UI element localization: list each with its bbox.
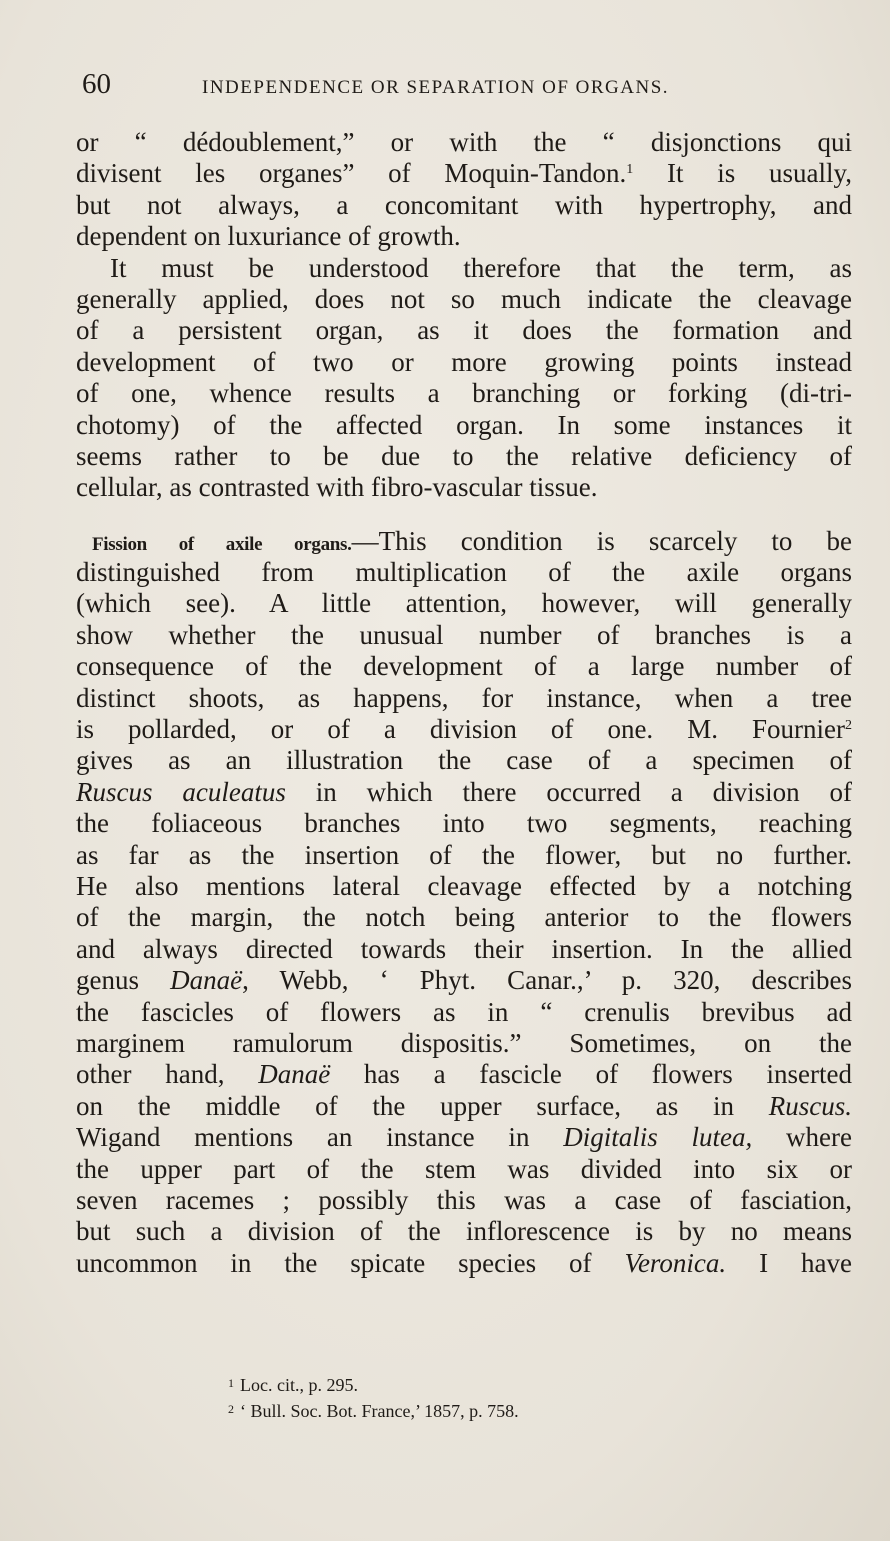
genus-name: Veronica. bbox=[624, 1247, 727, 1278]
paragraph-2 bbox=[76, 253, 852, 504]
text-line: distinct shoots, as happens, for instance, when a tree bbox=[76, 682, 852, 713]
text-run: It is usually, bbox=[633, 158, 852, 189]
species-name: Digitalis lutea, bbox=[563, 1122, 753, 1153]
text-line: but not always, a concomitant with hypertrophy, and bbox=[76, 189, 852, 220]
footnote-1 bbox=[228, 1372, 728, 1398]
text-line: the fascicles of flowers as in “ crenulis brevibus ad bbox=[76, 996, 852, 1027]
text-run: —This condition is scarcely to be bbox=[351, 525, 853, 556]
text-line: show whether the unusual number of branches is a bbox=[76, 619, 852, 650]
text-line: development of two or more growing points instead bbox=[76, 346, 852, 377]
text-run: genus bbox=[76, 965, 171, 996]
text-line: It must be understood therefore that the term, as bbox=[110, 252, 852, 283]
text-run: , Webb, ‘ Phyt. Canar.,’ p. 320, describes bbox=[242, 965, 852, 996]
genus-name: Danaë bbox=[258, 1059, 331, 1090]
text-line: marginem ramulorum dispositis.” Sometimes, on the bbox=[76, 1027, 852, 1058]
text-line: the upper part of the stem was divided into six or bbox=[76, 1153, 852, 1184]
text-run: divisent les organes” of Moquin-Tandon. bbox=[76, 158, 627, 189]
text-run: where bbox=[752, 1122, 852, 1153]
text-line bbox=[76, 526, 852, 557]
text-line: distinguished from multiplication of the axile organs bbox=[76, 557, 852, 588]
text-line: and always directed towards their insertion. In the allied bbox=[76, 933, 852, 964]
text-line: of one, whence results a branching or forking (di-tri- bbox=[76, 378, 852, 409]
text-line: generally applied, does not so much indicate the cleavage bbox=[76, 283, 852, 314]
text-line bbox=[76, 1122, 852, 1153]
text-line: dependent on luxuriance of growth. bbox=[76, 221, 461, 252]
text-line: seven racemes ; possibly this was a case of fasciation, bbox=[76, 1184, 852, 1215]
text-run: is pollarded, or of a division of one. M. Fournier bbox=[76, 714, 845, 745]
text-line: chotomy) of the affected organ. In some instances it bbox=[76, 409, 852, 440]
text-line bbox=[76, 1091, 852, 1122]
text-line bbox=[76, 714, 852, 745]
body-text bbox=[76, 127, 852, 1279]
text-run: on the middle of the upper surface, as in bbox=[76, 1090, 769, 1121]
text-run: in which there occurred a division of bbox=[285, 776, 852, 807]
text-line: cellular, as contrasted with fibro-vascular tissue. bbox=[76, 472, 598, 503]
running-head bbox=[82, 66, 852, 106]
page-number: 60 bbox=[82, 68, 111, 100]
text-line bbox=[76, 965, 852, 996]
footnote-2 bbox=[228, 1398, 728, 1424]
text-line bbox=[76, 158, 852, 189]
text-line bbox=[76, 1248, 852, 1279]
paragraph-3 bbox=[76, 526, 852, 1279]
text-run: has a fascicle of flowers inserted bbox=[330, 1059, 852, 1090]
text-run: I have bbox=[726, 1247, 852, 1278]
text-line: the foliaceous branches into two segments, reaching bbox=[76, 808, 852, 839]
species-name: Ruscus aculeatus bbox=[76, 776, 286, 807]
text-run: other hand, bbox=[76, 1059, 259, 1090]
footnote-text: Loc. cit., p. 295. bbox=[240, 1375, 358, 1395]
side-heading: Fission of axile organs. bbox=[92, 533, 352, 555]
genus-name: Danaë bbox=[170, 965, 243, 996]
footnote-mark: 2 bbox=[228, 1402, 234, 1416]
text-line: as far as the insertion of the flower, but no further. bbox=[76, 839, 852, 870]
footnote-ref-1: 1 bbox=[626, 162, 634, 178]
paragraph-1 bbox=[76, 127, 852, 253]
text-line bbox=[76, 777, 852, 808]
text-run: Wigand mentions an instance in bbox=[76, 1122, 564, 1153]
text-line: of a persistent organ, as it does the formation and bbox=[76, 315, 852, 346]
running-title: INDEPENDENCE OR SEPARATION OF ORGANS. bbox=[202, 77, 670, 98]
text-line: but such a division of the inflorescence is by no means bbox=[76, 1216, 852, 1247]
footnote-text: ‘ Bull. Soc. Bot. France,’ 1857, p. 758. bbox=[240, 1401, 519, 1421]
genus-name: Ruscus. bbox=[768, 1090, 852, 1121]
footnotes bbox=[228, 1372, 728, 1424]
text-run: uncommon in the spicate species of bbox=[76, 1247, 625, 1278]
text-line: He also mentions lateral cleavage effected by a notching bbox=[76, 870, 852, 901]
text-line: seems rather to be due to the relative deficiency of bbox=[76, 440, 852, 471]
text-line: gives as an illustration the case of a specimen of bbox=[76, 745, 852, 776]
footnote-mark: 1 bbox=[228, 1376, 234, 1390]
footnote-ref-2: 2 bbox=[845, 718, 852, 734]
text-line: consequence of the development of a large number of bbox=[76, 651, 852, 682]
paragraph-gap bbox=[76, 504, 852, 526]
text-line: or “ dédoublement,” or with the “ disjonctions qui bbox=[76, 127, 852, 157]
text-line: (which see). A little attention, however, will generally bbox=[76, 588, 852, 619]
text-line bbox=[76, 1059, 852, 1090]
text-line: of the margin, the notch being anterior to the flowers bbox=[76, 902, 852, 933]
